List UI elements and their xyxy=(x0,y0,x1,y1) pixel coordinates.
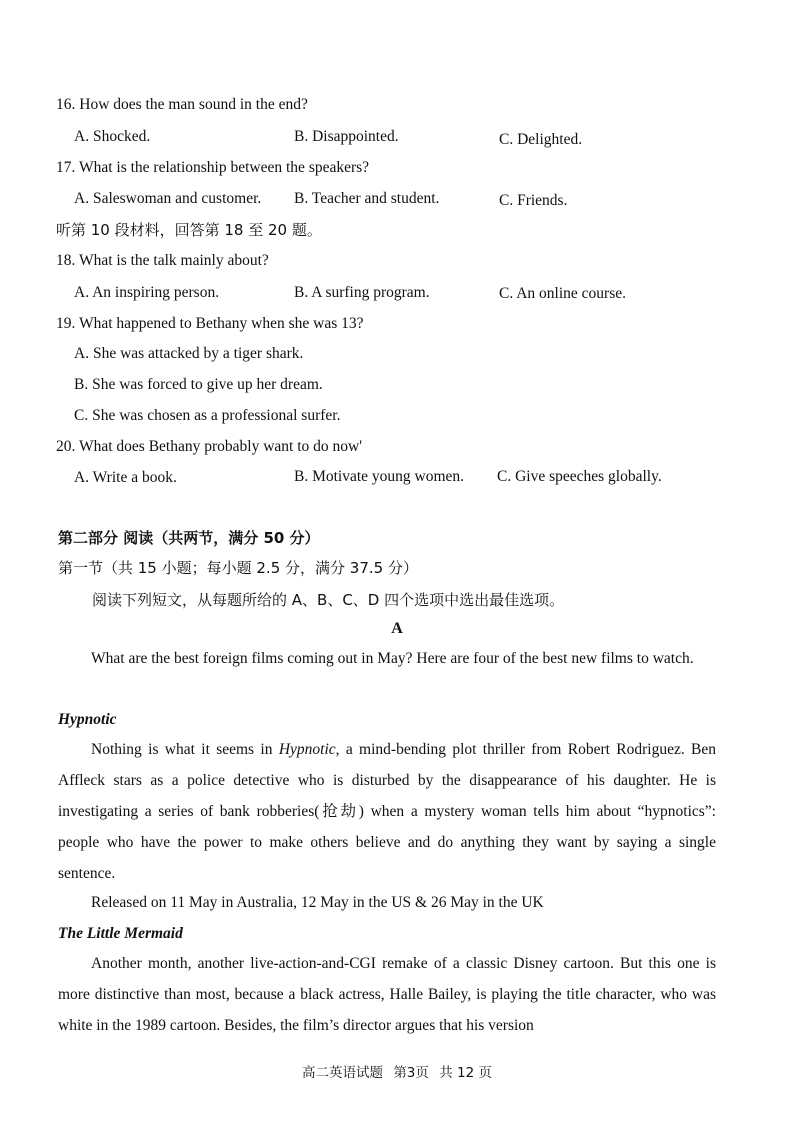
question-19-option-c: C. She was chosen as a professional surfer. xyxy=(74,407,341,424)
question-16-option-c: C. Delighted. xyxy=(499,131,583,148)
footer-subject: 高二英语试题 xyxy=(302,1065,384,1081)
question-18-option-a: A. An inspiring person. xyxy=(74,284,220,301)
hypnotic-body-rest: , a mind-bending plot thriller from Robert Rodriguez. Ben Affleck stars as a police detective who is disturbed by the disappearance of his daughter. He is investigating a series of bank robberies(抢劫) when a mystery woman tells him about “hypnotics”: people who have the power to make others believe and do anything they want by saying a single sentence. xyxy=(58,741,717,882)
hypnotic-body-start: Nothing is what it seems in xyxy=(91,741,279,758)
passage-label: A xyxy=(391,620,403,637)
footer-page-number: 第3页 xyxy=(393,1065,429,1081)
passage-intro xyxy=(58,643,716,674)
question-16-stem: 16. How does the man sound in the end? xyxy=(56,96,308,113)
section-one-title: 第一节（共 15 小题；每小题 2.5 分，满分 37.5 分） xyxy=(58,559,418,577)
question-17-option-b: B. Teacher and student. xyxy=(294,190,440,207)
question-19-option-b: B. She was forced to give up her dream. xyxy=(74,376,323,393)
page-footer xyxy=(0,1061,794,1081)
hypnotic-release-dates: Released on 11 May in Australia, 12 May in the US & 26 May in the UK xyxy=(91,894,544,911)
footer-total-pages: 共 12 页 xyxy=(439,1065,492,1081)
film-hypnotic-description xyxy=(58,734,716,889)
question-20-option-c: C. Give speeches globally. xyxy=(497,468,662,485)
question-17-option-c: C. Friends. xyxy=(499,192,568,209)
reading-instruction: 阅读下列短文，从每题所给的 A、B、C、D 四个选项中选出最佳选项。 xyxy=(92,591,565,609)
question-18-stem: 18. What is the talk mainly about? xyxy=(56,252,269,269)
question-20-option-a: A. Write a book. xyxy=(74,469,177,486)
question-20-option-b: B. Motivate young women. xyxy=(294,468,465,485)
question-18-option-c: C. An online course. xyxy=(499,285,626,302)
question-20-stem: 20. What does Bethany probably want to do now' xyxy=(56,438,362,455)
film-title-hypnotic: Hypnotic xyxy=(58,711,117,728)
part-two-title: 第二部分 阅读（共两节，满分 50 分） xyxy=(58,529,320,547)
question-19-option-a: A. She was attacked by a tiger shark. xyxy=(74,345,304,362)
question-17-option-a: A. Saleswoman and customer. xyxy=(74,190,262,207)
question-17-stem: 17. What is the relationship between the speakers? xyxy=(56,159,370,176)
hypnotic-inline-title: Hypnotic xyxy=(278,741,336,758)
little-mermaid-body: Another month, another live-action-and-CGI remake of a classic Disney cartoon. But this one is more distinctive than most, because a black actress, Halle Bailey, is playing the title character, who was white in the 1989 cartoon. Besides, the film’s director argues that his version xyxy=(58,955,716,1034)
question-19-stem: 19. What happened to Bethany when she was 13? xyxy=(56,315,364,332)
film-title-little-mermaid: The Little Mermaid xyxy=(58,925,183,942)
listening-section-10-instruction: 听第 10 段材料，回答第 18 至 20 题。 xyxy=(56,221,322,239)
film-little-mermaid-description xyxy=(58,948,716,1041)
question-16-option-b: B. Disappointed. xyxy=(294,128,399,145)
question-18-option-b: B. A surfing program. xyxy=(294,284,430,301)
intro-text: What are the best foreign films coming out in May? Here are four of the best new films to watch. xyxy=(91,650,694,667)
question-16-option-a: A. Shocked. xyxy=(74,128,151,145)
